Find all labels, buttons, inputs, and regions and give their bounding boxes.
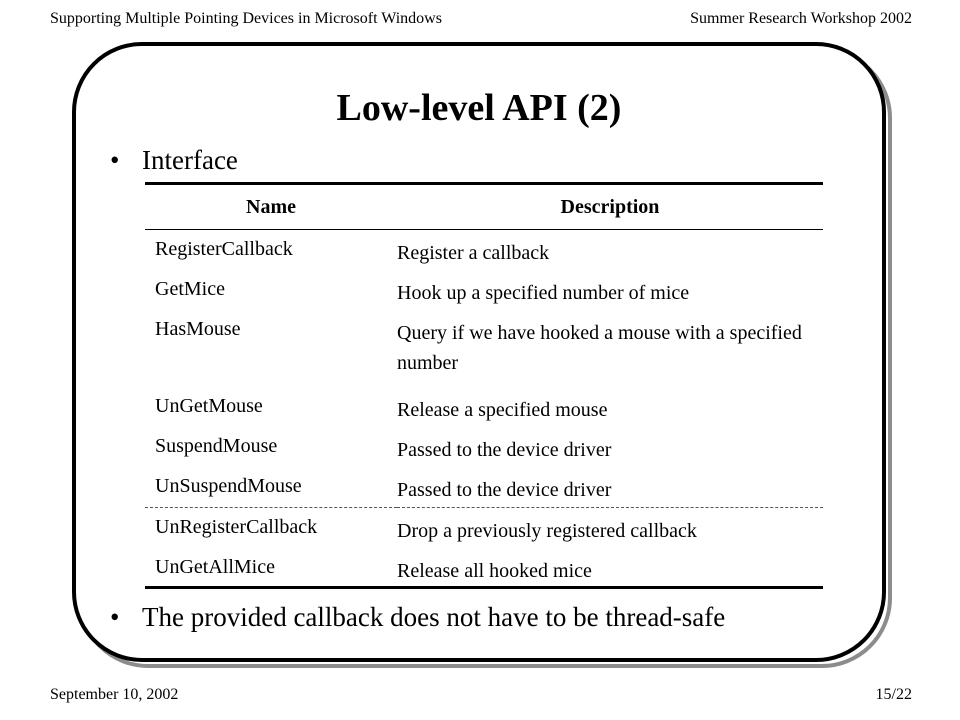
cell-description: Release a specified mouse [397,399,608,421]
footer-page-number: 15/22 [875,686,912,703]
bullet-callback-note [110,602,725,633]
table-row [145,508,823,548]
cell-name: UnGetAllMice [155,555,275,578]
cell-description: Passed to the device driver [397,479,612,501]
cell-description: Register a callback [397,242,550,264]
cell-name: HasMouse [155,318,241,340]
cell-name: GetMice [155,278,225,300]
cell-description: Release all hooked mice [397,559,592,582]
cell-name: RegisterCallback [155,238,293,260]
header-left-text: Supporting Multiple Pointing Devices in Microsoft Windows [50,10,442,27]
cell-description: Hook up a specified number of mice [397,282,690,304]
cell-description: Drop a previously registered callback [397,519,697,542]
table-row [145,387,823,427]
bullet-dot-icon: • [110,602,120,632]
table-row [145,548,823,588]
cell-description: Passed to the device driver [397,439,612,461]
table-row [145,467,823,507]
column-header-description: Description [560,195,660,218]
table-row [145,230,823,270]
footer-date: September 10, 2002 [50,686,179,703]
table-row [145,427,823,467]
table-bottom-rule [145,588,823,590]
bullet-text: Interface [142,145,238,175]
api-table [145,182,823,589]
header-right-text: Summer Research Workshop 2002 [690,10,912,27]
cell-name: SuspendMouse [155,435,278,457]
cell-description: Query if we have hooked a mouse with a specified number [397,322,802,374]
table-header-row [145,185,823,230]
cell-name: UnGetMouse [155,395,263,417]
cell-name: UnSuspendMouse [155,475,302,497]
bullet-dot-icon: • [110,145,120,175]
bullet-interface [110,145,238,176]
table-row [145,270,823,310]
cell-name: UnRegisterCallback [155,515,318,538]
bullet-text: The provided callback does not have to be thread-safe [142,602,726,632]
table-row [145,310,823,387]
column-header-name: Name [246,195,296,218]
slide-title: Low-level API (2) [336,87,622,129]
